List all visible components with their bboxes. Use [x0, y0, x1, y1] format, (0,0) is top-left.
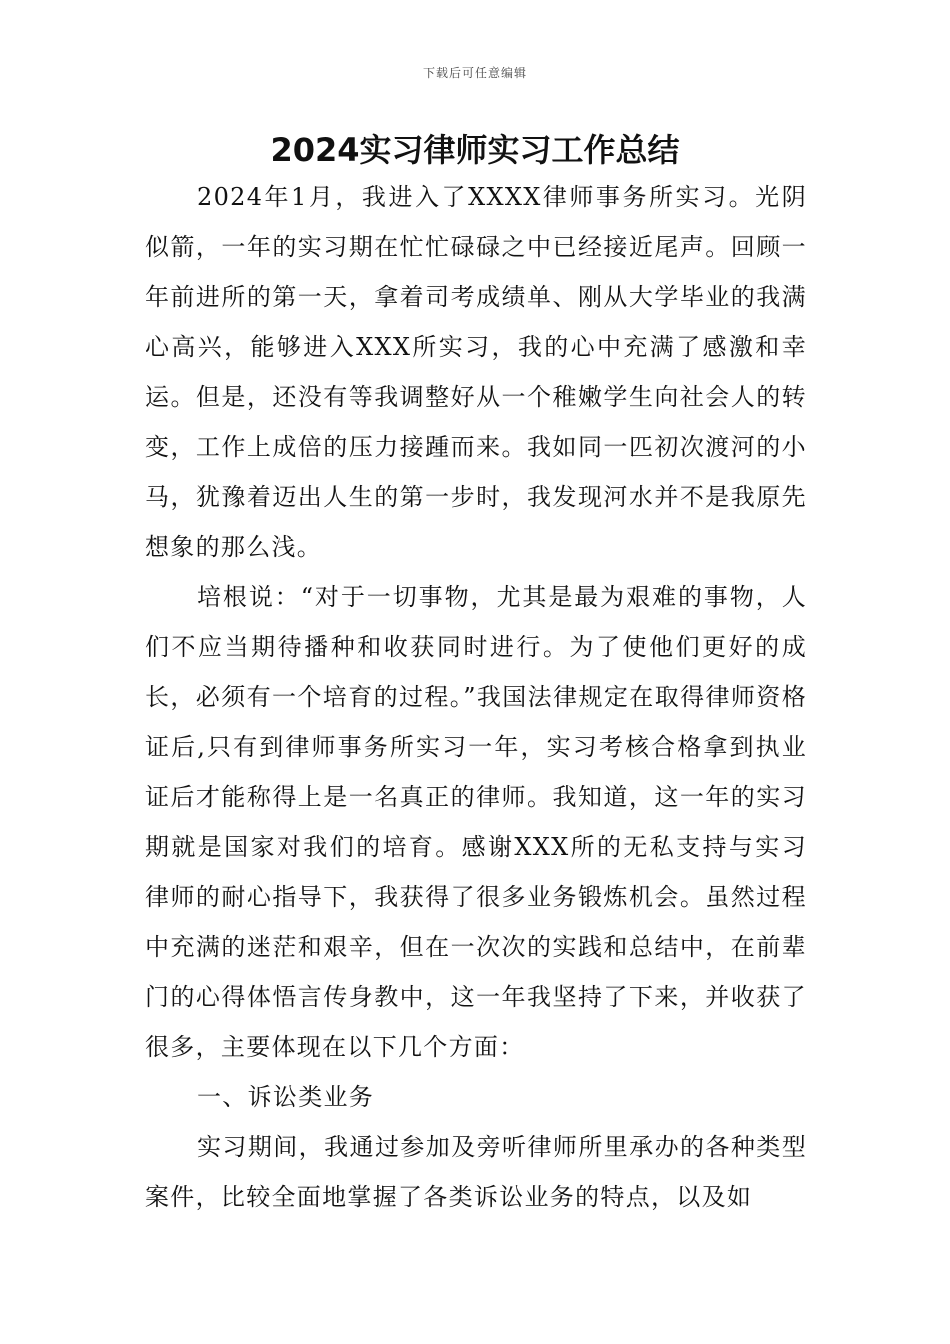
- header-note: 下载后可任意编辑: [422, 66, 527, 80]
- paragraph-bacon-quote: 培根说：“对于一切事物，尤其是最为艰难的事物，人们不应当期待播种和收获同时进行。为了使他们更好的成长，必须有一个培育的过程。”我国法律规定在取得律师资格证后,只有到律师事务所实习一年，实习考核合格拿到执业证后才能称得上是一名真正的律师。我知道，这一年的实习期就是国家对我们的培育。感谢XXX所的无私支持与实习律师的耐心指导下，我获得了很多业务锻炼机会。虽然过程中充满的迷茫和艰辛，但在一次次的实践和总结中，在前辈门的心得体悟言传身教中，这一年我坚持了下来，并收获了很多，主要体现在以下几个方面：: [145, 583, 807, 1061]
- paragraph-litigation: 实习期间，我通过参加及旁听律师所里承办的各种类型案件，比较全面地掌握了各类诉讼业务的特点，以及如: [145, 1133, 807, 1211]
- section-heading-litigation: 一、诉讼类业务: [197, 1083, 375, 1111]
- document-body: [145, 172, 807, 1222]
- document-title: 2024实习律师实习工作总结: [270, 131, 680, 169]
- paragraph-intro: 2024年1月，我进入了XXXX律师事务所实习。光阴似箭，一年的实习期在忙忙碌碌之中已经接近尾声。回顾一年前进所的第一天，拿着司考成绩单、刚从大学毕业的我满心高兴，能够进入XXX所实习，我的心中充满了感激和幸运。但是，还没有等我调整好从一个稚嫩学生向社会人的转变，工作上成倍的压力接踵而来。我如同一匹初次渡河的小马，犹豫着迈出人生的第一步时，我发现河水并不是我原先想象的那么浅。: [145, 183, 807, 561]
